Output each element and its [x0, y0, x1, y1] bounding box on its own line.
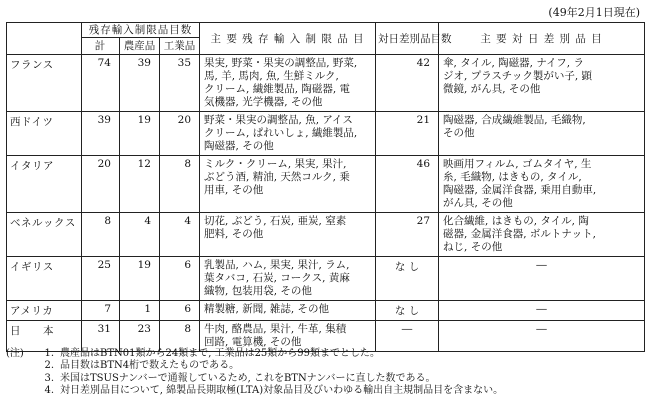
restricted-items-cell-line: 葉タバコ, 石炭, コークス, 黄麻	[204, 272, 350, 284]
disc-items-cell-line: ―	[536, 259, 547, 271]
industrial-cell: 20	[160, 112, 200, 156]
disc-count-cell: 27	[376, 213, 439, 257]
restricted-items-cell-line: 陶磁器, その他	[204, 140, 274, 152]
disc-items-cell-line: 化合繊維, はきもの, タイル, 陶	[443, 215, 589, 227]
header-row-top	[7, 23, 645, 38]
restricted-items-cell-line: 馬, 羊, 馬肉, 魚, 生鮮ミルク,	[204, 70, 339, 82]
as-of-date: (49年2月1日現在)	[548, 6, 640, 19]
restricted-items-cell-line: ぶどう酒, 精油, 天然コルク, 乗	[204, 171, 350, 183]
disc-items-cell	[439, 321, 645, 352]
total-cell: 8	[82, 213, 120, 257]
country-cell: ベネルックス	[7, 213, 82, 257]
total-cell: 31	[82, 321, 120, 352]
restricted-items-cell-line: 肥料, その他	[204, 228, 264, 240]
footnote-item	[6, 348, 503, 360]
footnote-number: 2.	[44, 360, 54, 372]
restricted-items-cell	[200, 257, 376, 301]
country-cell: イタリア	[7, 156, 82, 213]
restricted-items-cell-line: 気機器, 光学機器, その他	[204, 96, 323, 108]
disc-items-cell-line: ジオ, プラスチック製がい子, 顕	[443, 70, 593, 82]
agri-cell: 39	[120, 55, 160, 112]
industrial-cell: 6	[160, 257, 200, 301]
disc-items-cell-line: 微鏡, がん具, その他	[443, 83, 541, 95]
disc-items-cell	[439, 257, 645, 301]
disc-items-cell	[439, 156, 645, 213]
country-cell: 日 本	[7, 321, 82, 352]
restricted-items-cell	[200, 55, 376, 112]
disc-count-header: 対日差別品目数	[376, 23, 439, 55]
footnote-text: 対日差別品目について, 綿製品長期取極(LTA)対象品目及びいわゆる輸出自主規制品目を含まない。	[60, 385, 504, 397]
agri-cell: 4	[120, 213, 160, 257]
table-row	[7, 301, 645, 321]
table-row	[7, 213, 645, 257]
main-restricted-header: 主 要 残 存 輸 入 制 限 品 目	[200, 23, 376, 55]
restricted-items-cell-line: クリーム, ぱれいしょ, 繊維製品,	[204, 127, 358, 139]
total-cell: 20	[82, 156, 120, 213]
agri-cell: 19	[120, 257, 160, 301]
footnote-lead	[6, 373, 40, 385]
restricted-items-cell-line: 野菜・果実の調整品, 魚, アイス	[204, 114, 353, 126]
disc-items-cell-line: 糸, 毛織物, はきもの, タイル,	[443, 171, 582, 183]
industrial-cell: 35	[160, 55, 200, 112]
disc-count-cell: な し	[376, 301, 439, 321]
disc-items-cell	[439, 55, 645, 112]
restriction-table	[6, 22, 645, 352]
agri-cell: 1	[120, 301, 160, 321]
restricted-items-cell	[200, 156, 376, 213]
agri-cell: 23	[120, 321, 160, 352]
agri-cell: 19	[120, 112, 160, 156]
country-cell: 西ドイツ	[7, 112, 82, 156]
restricted-items-cell-line: クリーム, 繊維製品, 陶磁器, 電	[204, 83, 351, 95]
total-header: 計	[82, 38, 120, 55]
disc-items-cell-line: 磁器, 金属洋食器, ボルトナット,	[443, 228, 597, 240]
footnote-lead: (注)	[6, 348, 24, 359]
restricted-items-cell-line: 精製糖, 新聞, 雑誌, その他	[204, 303, 330, 315]
disc-count-cell: 42	[376, 55, 439, 112]
table-row	[7, 257, 645, 301]
footnote-lead	[6, 360, 40, 372]
footnote-item	[6, 360, 503, 372]
restricted-items-cell	[200, 321, 376, 352]
table-row	[7, 55, 645, 112]
restricted-items-cell	[200, 301, 376, 321]
table-row	[7, 156, 645, 213]
country-cell: アメリカ	[7, 301, 82, 321]
country-header	[7, 23, 82, 55]
footnote-lead	[6, 385, 40, 397]
footnote-text: 米国はTSUSナンバーで通報しているため, これをBTNナンバーに直した数である。	[60, 372, 436, 384]
disc-items-cell	[439, 301, 645, 321]
footnote-number: 3.	[44, 372, 54, 384]
disc-count-cell: ―	[376, 321, 439, 352]
footnote-text: 品目数はBTN4桁で数えたものである。	[60, 360, 240, 372]
agri-header: 農産品	[120, 38, 160, 55]
disc-items-cell-line: がん具, その他	[443, 197, 513, 209]
restricted-items-cell-line: 織物, 包装用袋, その他	[204, 285, 312, 297]
disc-count-cell: 21	[376, 112, 439, 156]
restricted-items-cell-line: 乳製品, ハム, 果実, 果汁, ラム,	[204, 259, 350, 271]
disc-items-cell-line: 傘, タイル, 陶磁器, ナイフ, ラ	[443, 57, 584, 69]
industrial-cell: 4	[160, 213, 200, 257]
restricted-items-cell-line: ミルク・クリーム, 果実, 果汁,	[204, 158, 347, 170]
industrial-cell: 8	[160, 321, 200, 352]
count-group-header: 残存輸入制限品目数	[82, 23, 200, 38]
footnote-item	[6, 373, 503, 385]
country-cell: イギリス	[7, 257, 82, 301]
restricted-items-cell-line: 用車, その他	[204, 184, 264, 196]
footnote-item	[6, 385, 503, 397]
disc-items-cell-line: 映画用フィルム, ゴムタイヤ, 生	[443, 158, 592, 170]
restricted-items-cell-line: 果実, 野菜・果実の調整品, 野菜,	[204, 57, 358, 69]
restricted-items-cell-line: 牛肉, 酪農品, 果汁, 牛革, 集積	[204, 323, 347, 335]
disc-items-cell-line: 陶磁器, 金属洋食器, 乗用自動車,	[443, 184, 597, 196]
disc-items-cell-line: その他	[443, 127, 475, 139]
total-cell: 74	[82, 55, 120, 112]
total-cell: 7	[82, 301, 120, 321]
restricted-items-cell	[200, 112, 376, 156]
disc-items-cell-line: ―	[536, 323, 547, 335]
country-cell: フランス	[7, 55, 82, 112]
table-row	[7, 321, 645, 352]
table-body	[7, 55, 645, 352]
industrial-cell: 6	[160, 301, 200, 321]
restricted-items-cell-line: 回路, 電算機, その他	[204, 336, 302, 348]
total-cell: 25	[82, 257, 120, 301]
footnote-text: 農産品はBTN01類から24類まで, 工業品は25類から99類までとした。	[60, 348, 381, 359]
footnote-list	[6, 348, 503, 398]
restricted-items-cell	[200, 213, 376, 257]
restricted-items-cell-line: 切花, ぶどう, 石炭, 亜炭, 窒素	[204, 215, 347, 227]
disc-count-cell: 46	[376, 156, 439, 213]
agri-cell: 12	[120, 156, 160, 213]
industrial-cell: 8	[160, 156, 200, 213]
total-cell: 39	[82, 112, 120, 156]
disc-items-cell	[439, 213, 645, 257]
disc-items-cell-line: ―	[536, 303, 547, 315]
industrial-header: 工業品	[160, 38, 200, 55]
disc-count-cell: な し	[376, 257, 439, 301]
disc-items-cell	[439, 112, 645, 156]
main-disc-header: 主 要 対 日 差 別 品 目	[439, 23, 645, 55]
disc-items-cell-line: ねじ, その他	[443, 241, 503, 253]
table-row	[7, 112, 645, 156]
disc-items-cell-line: 陶磁器, 合成繊維製品, 毛織物,	[443, 114, 586, 126]
footnotes	[6, 348, 503, 398]
footnote-number: 4.	[44, 385, 54, 397]
footnote-number: 1.	[44, 348, 54, 359]
